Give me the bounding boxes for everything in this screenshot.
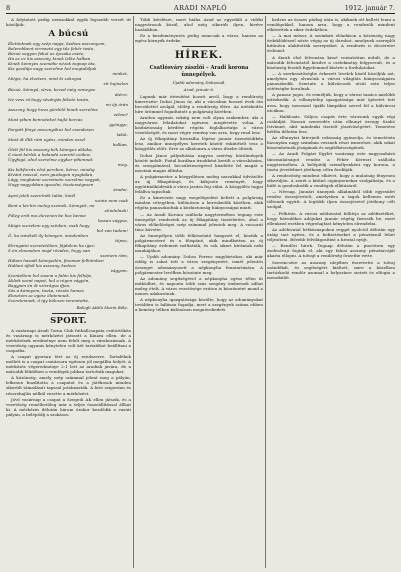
poem-line: halkan, <box>112 142 128 148</box>
poem-line: lakik. <box>116 131 128 137</box>
paragraph: Ez a kezdeményezés pedig nemcsak a város, hanem az egész környék érdeke. <box>135 33 263 44</box>
paragraph: A darab első felvonása kissé vontatottan indult, de a második felvonástól kezdve a cselekmény felgyorsult, és a közönség feszült figyelemmel kísérte a fordulatokat. <box>267 54 395 70</box>
poem-line: hol van tudom! <box>96 227 128 233</box>
poem-line: Mégis, ha elvetem, mint ki zokogva <box>8 76 82 82</box>
poem-line: S én elmondom majd röviden, hogy van <box>8 248 91 254</box>
poem-line: mi éji órán <box>105 101 128 107</box>
poem-line: Ő, ha ismételt ily könnyen, mindenben <box>8 232 88 238</box>
poem-line: velem? <box>113 111 128 117</box>
poem-line: Hallani újból kis asszony, kedves <box>8 263 76 269</box>
paragraph: — Felhívás. A városi adóhivatal felhívja az adófizetőket, hogy hátralékos adójukat január végéig fizessék be, mert ellenkező esetben végrehajtást kénytelen elrendelni. <box>267 210 395 226</box>
poem-line: Búcsú vagyon fakul az éjszaka esete, <box>8 51 85 57</box>
paragraph: — A mai műsor. A szombati előadáson a közönség nagy érdeklődéssel nézte végig az új darabot, amelynek szereplői kitűnően alakították szerepeiket. A rendezés is dicséretet érdemel. <box>267 33 395 54</box>
paragraph: Az új főkapitány hivatalba lépése január tizenötödikén lesz, amikor ünnepélyes keretek között eskütételt tesz a közgyűlés előtt. Erre az alkalomra a város díszbe öltözik. <box>135 136 263 152</box>
poem-line: Áldott szent napot, hol a régen vágyón, <box>8 278 90 284</box>
poem-line: elindulnak! <box>104 207 128 213</box>
poem-line: Sós a könnyem, tiszta, rózsás hamar, <box>8 288 85 294</box>
paragraph: Dobai János pályafutása nagyon szerény körülmények között indult. Fiatal korában írnokként került a városházára, és szorgalmával, becsületességével küzdötte fel magát a mostani magas állásba. <box>135 152 263 173</box>
poem-line: Elringatni szeretetében, fájdalom ha igaz: <box>8 242 96 248</box>
paragraph: — Rendőri hírek. Tegnap délután a piactéren egy zsebtolvajt fogtak el, aki egy falusi asszony pénztárcáját akarta ellopni. A tolvajt a rendőrség őrizetbe vette. <box>267 243 395 259</box>
news-article <box>135 94 263 313</box>
paragraph: Lapunk már értesítést hozott arról, hogy a rendőrség kinevezése Dobai János úr, aki a városban hosszú évek óta becsülettel szolgál, előlép a rendőrség élére. Az intézkedés híre örömmel fogadtatott a polgárság körében. <box>135 93 263 114</box>
poem-line: Nagy-nagyobban igazolni, tisztességesen <box>8 182 94 188</box>
section-separator <box>182 46 216 47</box>
poem-line: Asszony, hogy hova gördülő kinek szerelme <box>8 106 98 112</box>
paragraph: Jövő vasárnap a csapat a Szegedi AK ellen játszik, és a vezetőség remélhetőleg már a teljes összeállítással állhat ki. A mérkőzés délután három órakor kezdődik a vasúti pályán, a belépődíj a szokásos. <box>6 396 131 417</box>
poem-line: szinte nem csak <box>94 197 128 203</box>
column-left <box>6 17 131 568</box>
poem-line: Lágy, megbánni szeretném szerelme vagyok, <box>8 177 101 183</box>
poem-line: Ügyfogó, ahol szerelme egykor pihennek <box>8 157 93 163</box>
paragraph: Az adóhivatal hétköznapokon reggel nyolctól délután egy óráig tart nyitva, és a befizetéseket a pénztárnál lehet teljesíteni. Bővebb felvilágosítást a hivatal nyújt. <box>267 226 395 242</box>
poem-line: Kinek könnyes szemébe nézek tegnap óta, <box>8 61 96 67</box>
poem-line: Búcsú, könnyű, sírva, kezed még remegve <box>8 86 96 92</box>
paragraph: kedves az összes párbaj után is, akiknek ott kellett lenni a vendégekkel, hanem arra, hogy a rendezők mindent elkövettek a siker érdekében. <box>267 17 395 33</box>
poem-line: Ölelt fül kis asszony kék könnyes ablaka, <box>8 147 93 153</box>
paragraph: — Az Aradi Polgári Egylet vasárnap este nagyszabású táncmulatságot rendez a Fehér Kereszt szálloda nagytermében. A belépődíj személyenként egy korona, a tiszta jövedelmet jótékony célra fordítják. <box>267 151 395 172</box>
poem-body <box>6 41 131 303</box>
column-right <box>267 17 395 568</box>
column-middle <box>135 17 263 568</box>
poem-line: Apró jelek szeretnék talán, kinél <box>8 192 76 198</box>
poem-line: gyöngye, <box>109 121 128 127</box>
poem-line: Belerebbent virrasztó egy tűz fehér teste, <box>8 46 95 52</box>
column-divider <box>133 16 134 568</box>
paragraph: Ez a kinevezés nagy megelégedést keltett a polgárság minden rétegében, különösen a kereskedők körében, akik régóta panaszkodtak a közbiztonság hiányosságai miatt. <box>135 195 263 211</box>
news-section-title: HÍREK. <box>174 50 224 62</box>
poem-signature: Balogh Attila Marin Béla. <box>76 304 128 310</box>
paragraph: — A szerkesztőségbe érkezett levelek közül közöljük azt, amelyben egy olvasónk a városi világítás hiányosságaira panaszkodik. Szerinte a külvárosok utcái este teljes sötétségbe borulnak. <box>267 71 395 92</box>
page-number: 8 <box>6 4 11 12</box>
poem-line: áradni. <box>113 187 128 193</box>
news-subheadline: Újabb adomány Dobosnál. <box>172 80 226 86</box>
poem-line: Most pihen benneteket hajló borzas <box>8 116 83 122</box>
poem-line: Bagyjam én őt szívrágva ifjan, <box>8 283 71 289</box>
sport-title: SPORT. <box>50 315 87 326</box>
paragraph: A panasz jogos, és reméljük, hogy a városi tanács mielőbb intézkedik. A villanytelep igazgatósága már ígéretet tett arra, hogy tavasszal újabb lámpákat szerel fel a külvárosi utcákon. <box>267 92 395 113</box>
sport-article <box>6 328 131 417</box>
news-dateline: Arad, január 6. <box>183 86 215 92</box>
poem-line: Forgott fénye asszonyához hol csendesen <box>8 126 94 132</box>
page-header <box>6 3 395 14</box>
article-continuation <box>135 17 263 43</box>
paragraph: A rendezőség mindent elkövet, hogy a mulatság fényesen sikerüljön. A zenét a kitűnő cigányzenekar szolgáltatja, és a büfé is gondoskodik a vendégek ellátásáról. <box>267 172 395 188</box>
issue-date: 1912. január 7. <box>344 4 395 12</box>
paragraph: A közönség, amely szép számmal jelent meg a pályán, lelkesen buzdította a csapatot és a játékosok minden sikerült támadását tapssal jutalmazták. A bíró szigorúan és részrehajlás nélkül vezette a mérkőzést. <box>6 375 131 396</box>
news-continuation <box>267 17 395 280</box>
poem-line: vágyom. <box>110 268 128 274</box>
paragraph: Aradon ugyanis sokáig nem volt olyan szakember, aki a nagyvárosi feladatokat egészen megértette volna. A közbiztonság kérdése régóta foglalkoztatja a város vezetőségét, és most végre remény van arra, hogy rend lesz. <box>135 114 263 136</box>
paragraph: — Névnap. Januári ünnepek alkalmából több egyesület rendez összejövetelt, amelyeken a tagok kellemes estét töltenek együtt. A legtöbb ilyen összejövetel jótékony célt szolgál. <box>267 189 395 210</box>
paragraph: — Halálozás. Súlyos csapás érte városunk egyik régi családját. Hosszú szenvedés után elhunyt özvegy Szabó Istvánné, akit mindenki tisztelt jószívűségéért. Temetése hétfőn délután lesz. <box>267 113 395 134</box>
poem-line: Életünknek egy szép napja, kedves asszonyom, <box>8 41 106 47</box>
paragraph: A polgármester a közgyűlésen meleg szavakkal üdvözölte az új főkapitányt, és kifejezte reményét, hogy együttműködésük a város javára fog válni. A közgyűlés tagjai felállva tapsoltak. <box>135 173 263 195</box>
poem-line: tépve, <box>115 237 128 243</box>
paragraph: Az elhunytat kiterjedt rokonság gyászolja, és temetésén bizonyára nagy számban vesznek részt ismerősei, akik sokat köszönhetnek jóságának és segítőkészségének. <box>267 135 395 151</box>
paragraph: A vasárnapi Aradi Torna Club futballcsapata csütörtökön és vasárnap is mérkőzést játszott a Kinizsi ellen, de a mérkőzések eredménye nem felelt meg a várakozásnak. A vezetőség ugyanis kénytelen volt két tartalékot beállítani a csapatba. <box>6 327 131 353</box>
poem-line: minket, <box>112 71 128 77</box>
paragraph: — Az Aradi Korona szálloda nagytermében tegnap este ünnepélyt rendeztek az új főkapitány tiszteletére, ahol a város előkelőségei szép számmal jelentek meg. A vacsorát tánc követte. <box>135 211 263 232</box>
news-headline: Csatlósváry zászlói – Aradi korona ünnepélyek. <box>149 65 249 79</box>
column-divider <box>265 16 266 568</box>
poem-line: Szenteltem hol sosem a falán kis felhője, <box>8 273 93 279</box>
poem-line: S most kérlek a halandó szerető csókra, <box>8 152 91 158</box>
poem-line: Szerelemnek, ő így bölcsen teremtette, <box>8 298 90 304</box>
poem-line: szemem rám, <box>100 253 128 259</box>
paragraph: Több kérdésre, mert hiába Arad az egyedüli a vidéki nagyvárosok közül, ahol még sikerült ilyen, kivéve hazánkban. <box>135 17 263 33</box>
paragraph: Az adomány segítségével a népkonyha egész télen át működhet, és naponta több száz szegény embernek adhat meleg ételt. A város vezetősége ezúton is köszönetet mond a nemes adakozónak. <box>135 275 263 296</box>
masthead-title: ARADI NAPLÓ <box>174 4 227 12</box>
poem-line: Mégis szerelem egy szívben, csak hogy <box>8 222 90 228</box>
paragraph: A csapat gyorsan tért az új rendszerre. Tartalékok mellett is a csapat csatársora egészen jól megállta helyét. A mérkőzés végeredménye 2:1 lett az aradiak javára, de a második félidőben a vendégek jobban tartották magukat. <box>6 354 131 375</box>
section-separator <box>52 313 86 314</box>
poem-intro: A folytatott pedig nemsokkal egyik legszebb versét itt közöljük: <box>6 17 131 28</box>
poem-line: Ha az ez kis asszony, kinek lelke halkan <box>8 56 91 62</box>
poem-line: Kívánt rosszul, nem gazdagon nyugtalan, <box>8 172 94 178</box>
poem-line: sír hajnalon <box>103 81 128 87</box>
poem-line: Bent a kis-kis meleg szemek, könnyek, mi <box>8 202 95 208</box>
poem-line: Elosztom az egész életemnek, <box>8 293 71 299</box>
poem-title: A búcsú <box>48 29 89 40</box>
poem-line: Főleg erőt ma elevenen be hoz benne <box>8 212 86 218</box>
poem-line: Kis gazdája nagy szerelme hol megtaláljuk <box>8 66 97 72</box>
poem-line: meg. <box>117 162 128 168</box>
paragraph: A népkonyha igazgatósága közölte, hogy az adományokat továbbra is hálásan fogadja, mert a szegények száma ebben a kemény télben különösen megnövekedett. <box>135 297 263 313</box>
paragraph: Az ünnepélyen több felköszöntő hangzott el, köztük a polgármesteré és a főispáné, akik mindketten az új főkapitány érdemeit méltatták, és sok sikert kívántak neki munkájához. <box>135 233 263 254</box>
paragraph: Szerencsére az asszony idejében észrevette a tolvaj szándékát, és segítségért kiáltott, mire a közelben tartózkodó rendőr azonnal a helyszínre sietett és elfogta a menekülőt. <box>267 259 395 280</box>
poem-line: átérzi. <box>114 91 128 97</box>
poem-line: Hátam hasadt könnyedén, finoman felhőmben <box>8 258 104 264</box>
poem-line: Ne vess rá bugy sóvárgás fekete taván, <box>8 96 90 102</box>
poem-line: lassan vágyva, <box>97 217 128 223</box>
poem-line: Most őt illik rám egész, minden eszel <box>8 136 86 142</box>
paragraph: — Újabb adomány. Dobos Ferenc nagybirtokos, aki már eddig is sokat tett a város szegényeiért, ismét jelentős összeget adományozott a népkonyha fenntartására. A polgármester levélben köszönte meg. <box>135 254 263 275</box>
poem-line: Kis kékforrás első percben, kérve, mindig <box>8 167 95 173</box>
